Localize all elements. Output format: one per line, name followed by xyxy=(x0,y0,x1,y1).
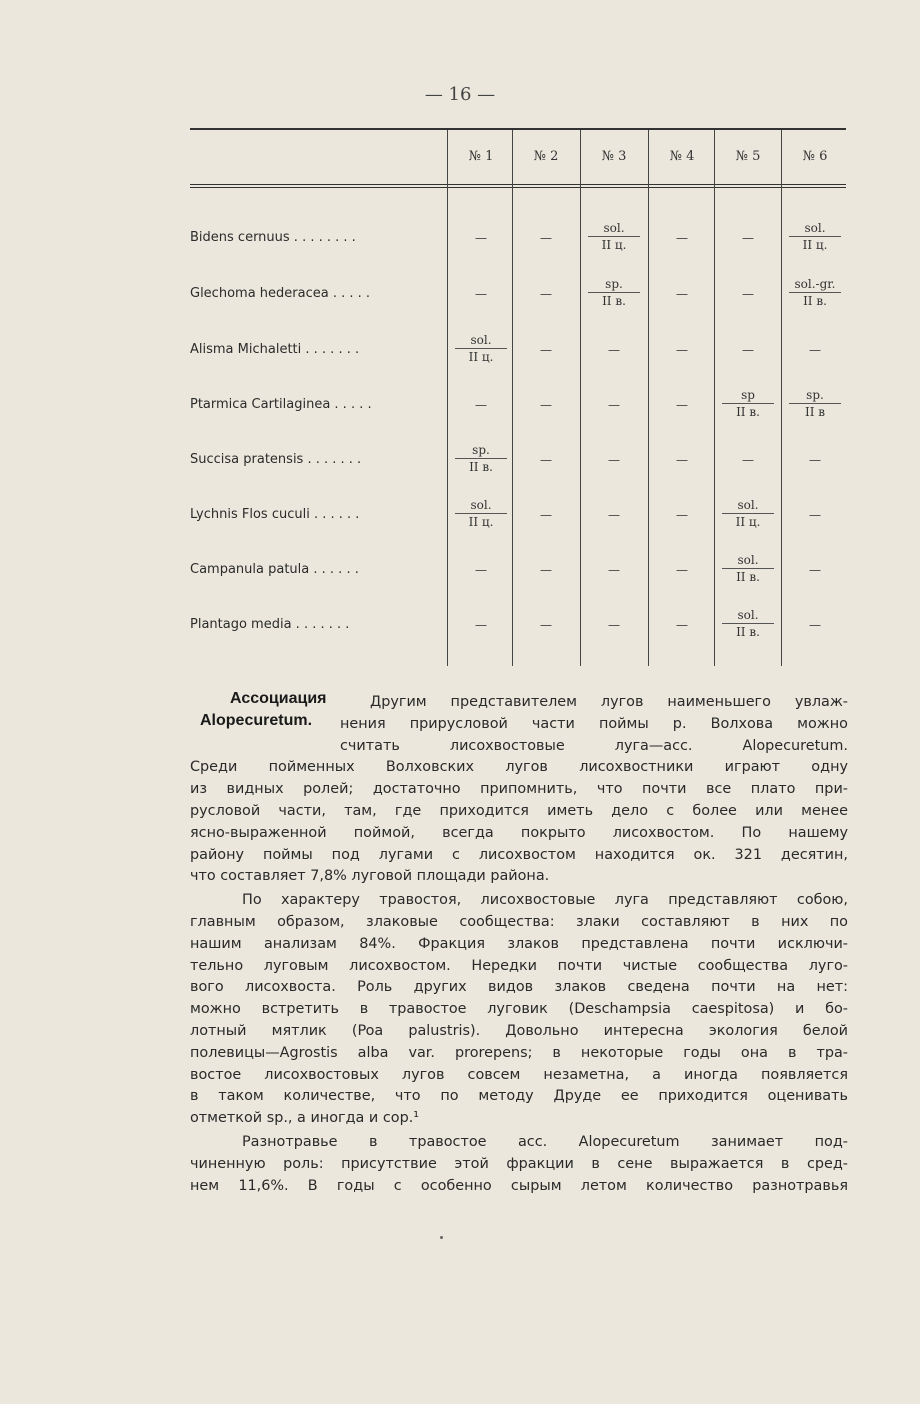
table-cell xyxy=(649,389,715,413)
column-header: № 2 xyxy=(533,149,559,164)
column-header: № 6 xyxy=(802,149,828,164)
column-header: № 4 xyxy=(669,149,695,164)
empty-mark: — xyxy=(809,563,821,577)
species-name: Plantago media . . . . . . . xyxy=(190,617,350,632)
text-line: Среди пойменных Волховских лугов лисохвостники играют одну xyxy=(190,759,848,776)
empty-mark: — xyxy=(809,618,821,632)
species-name: Bidens cernuus . . . . . . . . xyxy=(190,230,356,245)
empty-mark: — xyxy=(676,231,688,245)
table-top-rule xyxy=(190,128,846,130)
phenophase-value: II ц. xyxy=(722,513,774,530)
abundance-value: sp. xyxy=(605,277,623,291)
table-cell xyxy=(782,220,848,253)
table-cell xyxy=(448,332,514,365)
phenophase-value: II в. xyxy=(722,568,774,585)
text-line: вого лисохвоста. Роль других видов злаков сведена почти на нет: xyxy=(190,979,848,996)
table-header-rule xyxy=(190,184,846,185)
empty-mark: — xyxy=(809,343,821,357)
empty-mark: — xyxy=(608,343,620,357)
table-header-rule-2 xyxy=(190,187,846,188)
empty-mark: — xyxy=(608,618,620,632)
empty-mark: — xyxy=(540,508,552,522)
text-line: По характеру травостоя, лисохвостовые луга представляют собою, xyxy=(242,892,848,909)
table-cell xyxy=(782,499,848,523)
table-cell xyxy=(448,497,514,530)
empty-mark: — xyxy=(809,508,821,522)
empty-mark: — xyxy=(540,343,552,357)
abundance-value: sp. xyxy=(806,388,824,402)
abundance-value: sol. xyxy=(737,608,759,622)
text-line: из видных ролей; достаточно припомнить, что почти все плато при- xyxy=(190,781,848,798)
abundance-value: sol. xyxy=(470,498,492,512)
table-cell xyxy=(448,389,514,413)
table-cell xyxy=(649,334,715,358)
empty-mark: — xyxy=(809,453,821,467)
empty-mark: — xyxy=(475,618,487,632)
abundance-value: sp xyxy=(741,388,755,402)
table-cell xyxy=(649,222,715,246)
abundance-value: sol.-gr. xyxy=(794,277,836,291)
empty-mark: — xyxy=(608,453,620,467)
table-cell xyxy=(715,222,781,246)
empty-mark: — xyxy=(540,563,552,577)
table-cell xyxy=(581,220,647,253)
empty-mark: — xyxy=(742,231,754,245)
table-cell xyxy=(715,387,781,420)
table-cell xyxy=(448,222,514,246)
empty-mark: — xyxy=(540,618,552,632)
table-cell xyxy=(649,609,715,633)
table-cell xyxy=(581,609,647,633)
empty-mark: — xyxy=(676,618,688,632)
empty-mark: — xyxy=(742,343,754,357)
table-cell xyxy=(513,334,579,358)
table-cell xyxy=(513,609,579,633)
phenophase-value: II ц. xyxy=(789,236,841,253)
empty-mark: — xyxy=(475,398,487,412)
text-line: в таком количестве, что по методу Друде ее приходится оценивать xyxy=(190,1088,848,1105)
empty-mark: — xyxy=(742,287,754,301)
table-cell xyxy=(581,276,647,309)
table-cell xyxy=(513,278,579,302)
empty-mark: — xyxy=(475,563,487,577)
table-cell xyxy=(649,444,715,468)
empty-mark: — xyxy=(676,508,688,522)
species-name: Ptarmica Cartilaginea . . . . . xyxy=(190,397,372,412)
text-line: району поймы под лугами с лисохвостом находится ок. 321 десятин, xyxy=(190,846,848,863)
phenophase-value: II в. xyxy=(588,292,640,309)
species-name: Glechoma hederacea . . . . . xyxy=(190,286,371,301)
species-name: Succisa pratensis . . . . . . . xyxy=(190,452,362,467)
species-name: Alisma Michaletti . . . . . . . xyxy=(190,342,360,357)
empty-mark: — xyxy=(608,508,620,522)
phenophase-value: II ц. xyxy=(455,513,507,530)
table-cell xyxy=(448,278,514,302)
text-line: можно встретить в травостое луговик (Deschampsia caespitosa) и бо- xyxy=(190,1001,848,1018)
text-line: востое лисохвостовых лугов совсем незаметна, а иногда появляется xyxy=(190,1066,848,1083)
table-cell xyxy=(581,389,647,413)
abundance-value: sol. xyxy=(603,221,625,235)
empty-mark: — xyxy=(676,453,688,467)
empty-mark: — xyxy=(676,287,688,301)
text-line: Разнотравье в травостое асс. Alopecuretum занимает под- xyxy=(242,1134,848,1150)
column-header: № 5 xyxy=(735,149,761,164)
table-cell xyxy=(448,609,514,633)
table-cell xyxy=(782,609,848,633)
phenophase-value: II в xyxy=(789,403,841,420)
table-cell xyxy=(513,222,579,246)
text-line: отметкой sp., а иногда и cop.¹ xyxy=(190,1110,420,1127)
table-cell xyxy=(715,444,781,468)
empty-mark: — xyxy=(540,287,552,301)
empty-mark: — xyxy=(540,453,552,467)
table-cell xyxy=(782,334,848,358)
phenophase-value: II ц. xyxy=(588,236,640,253)
table-cell xyxy=(513,389,579,413)
column-header: № 3 xyxy=(601,149,627,164)
table-cell xyxy=(782,444,848,468)
species-name: Campanula patula . . . . . . xyxy=(190,562,359,577)
table-cell xyxy=(581,334,647,358)
abundance-value: sol. xyxy=(737,553,759,567)
text-line: нем 11,6%. В годы с особенно сырым летом количество разнотравья xyxy=(190,1177,848,1194)
text-line: чиненную роль: присутствие этой фракции в сене выражается в сред- xyxy=(190,1155,848,1172)
table-cell xyxy=(581,554,647,578)
empty-mark: — xyxy=(608,563,620,577)
table-cell xyxy=(448,554,514,578)
table-cell xyxy=(448,442,514,475)
text-line: русловой части, там, где приходится иметь дело с более или менее xyxy=(190,803,848,819)
empty-mark: — xyxy=(475,231,487,245)
table-cell xyxy=(513,554,579,578)
table-cell xyxy=(649,278,715,302)
table-cell xyxy=(715,552,781,585)
empty-mark: — xyxy=(540,231,552,245)
section-heading-alopecuretum: Alopecuretum. xyxy=(200,712,313,729)
text-line: что составляет 7,8% луговой площади района. xyxy=(190,868,550,885)
phenophase-value: II в. xyxy=(722,623,774,640)
species-name: Lychnis Flos cuculi . . . . . . xyxy=(190,507,360,522)
section-heading-association: Ассоциация xyxy=(230,690,327,707)
abundance-value: sol. xyxy=(737,498,759,512)
empty-mark: — xyxy=(540,398,552,412)
table-cell xyxy=(649,499,715,523)
table-cell xyxy=(782,387,848,420)
phenophase-value: II в. xyxy=(722,403,774,420)
abundance-value: sol. xyxy=(470,333,492,347)
empty-mark: — xyxy=(676,343,688,357)
text-line: полевицы—Agrostis alba var. prorepens; в некоторые годы она в тра- xyxy=(190,1044,848,1061)
table-cell xyxy=(649,554,715,578)
empty-mark: — xyxy=(676,563,688,577)
empty-mark: — xyxy=(608,398,620,412)
column-header: № 1 xyxy=(468,149,494,164)
text-line: главным образом, злаковые сообщества: злаки составляют в них по xyxy=(190,914,848,930)
table-cell xyxy=(513,444,579,468)
phenophase-value: II в. xyxy=(789,292,841,309)
text-line: ясно-выраженной поймой, всегда покрыто лисохвостом. По нашему xyxy=(190,824,848,841)
page-number: — 16 — xyxy=(424,84,496,105)
table-cell xyxy=(513,499,579,523)
table-cell xyxy=(715,607,781,640)
phenophase-value: II в. xyxy=(455,458,507,475)
table-cell xyxy=(581,499,647,523)
table-cell xyxy=(782,554,848,578)
text-line: лотный мятлик (Poa palustris). Довольно интересна экология белой xyxy=(190,1023,848,1039)
table-cell xyxy=(715,497,781,530)
empty-mark: — xyxy=(742,453,754,467)
table-cell xyxy=(782,276,848,309)
text-line: нашим анализам 84%. Фракция злаков представлена почти исключи- xyxy=(190,935,848,952)
table-cell xyxy=(715,334,781,358)
text-line: Другим представителем лугов наименьшего увлаж- xyxy=(370,694,848,710)
empty-mark: — xyxy=(676,398,688,412)
text-line: тельно луговым лисохвостом. Нередки почти чистые сообщества луго- xyxy=(190,957,848,974)
text-line: нения прирусловой части поймы р. Волхова можно xyxy=(340,715,848,732)
table-cell xyxy=(715,278,781,302)
abundance-value: sol. xyxy=(804,221,826,235)
empty-mark: — xyxy=(475,287,487,301)
abundance-value: sp. xyxy=(472,443,490,457)
print-speck xyxy=(440,1236,443,1239)
table-cell xyxy=(581,444,647,468)
phenophase-value: II ц. xyxy=(455,348,507,365)
text-line: считать лисохвостовые луга—асс. Alopecuretum. xyxy=(340,737,848,754)
